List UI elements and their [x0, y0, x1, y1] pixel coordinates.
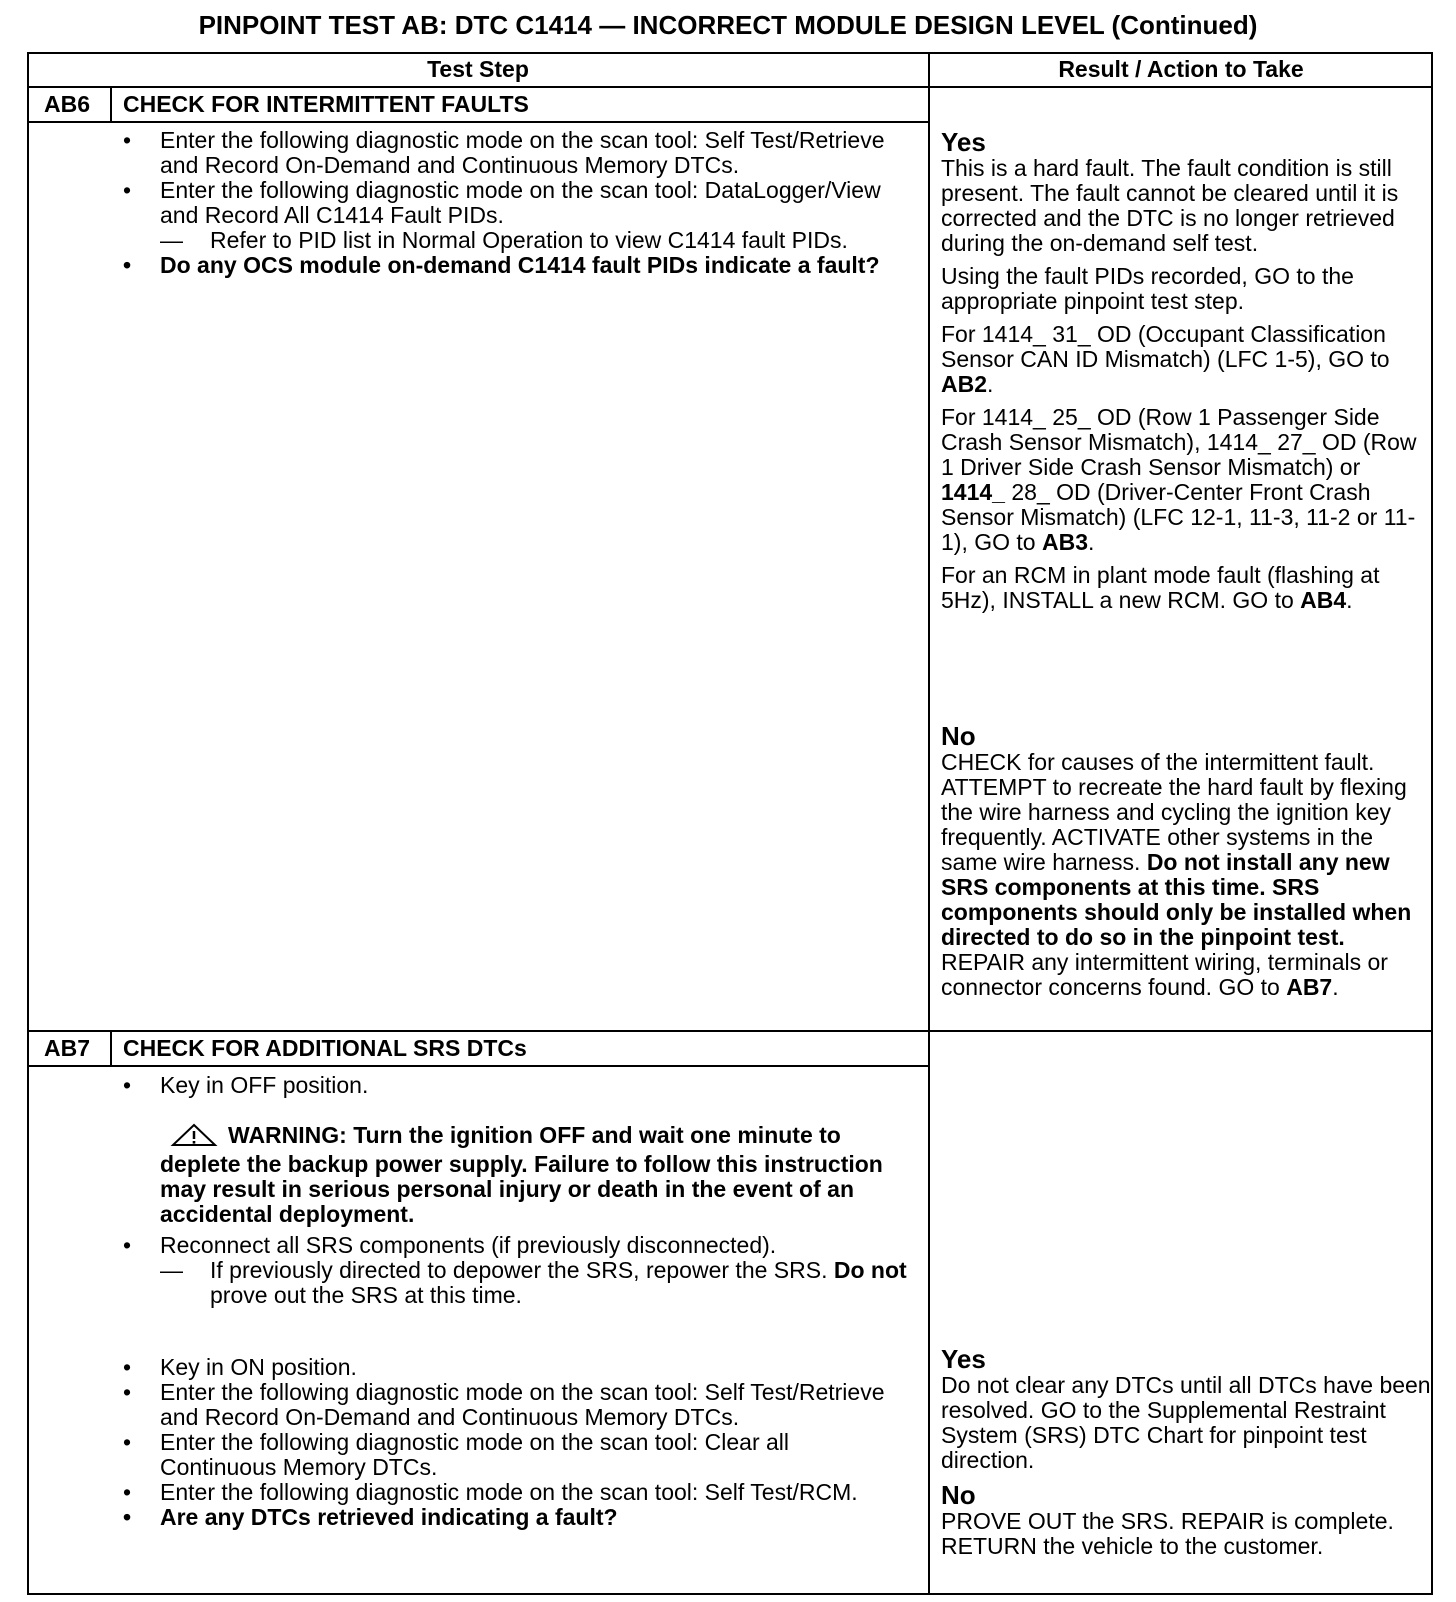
- ab7-no-text: PROVE OUT the SRS. REPAIR is complete. RETURN the vehicle to the customer.: [941, 1508, 1394, 1559]
- ab6-yes-text-4: For 1414_ 25_ OD (Row 1 Passenger Side Crash Sensor Mismatch), 1414_ 27_ OD (Row 1 Driver Side Crash Sensor Mismatch) or 1414_ 28_ OD (Driver-Center Front Crash Sensor Mismatch) (LFC 12-1, 11-3, 11-2 or 11-1), GO to AB3.: [941, 404, 1417, 555]
- ab6-yes-text-2: Using the fault PIDs recorded, GO to the appropriate pinpoint test step.: [941, 263, 1354, 314]
- ab7-bullet-6: • Enter the following diagnostic mode on the scan tool: Self Test/RCM.: [118, 1480, 893, 1505]
- ab6-no-label: No: [941, 721, 976, 751]
- ab6-bullet-2: • Enter the following diagnostic mode on the scan tool: DataLogger/View and Record All C1414 Fault PIDs.: [118, 178, 893, 228]
- ab7-bullet-1: • Key in OFF position.: [118, 1073, 918, 1098]
- ab7-yes-block: [941, 1345, 1431, 1567]
- warning-triangle-icon: [170, 1123, 218, 1152]
- ab6-yes-text-1: This is a hard fault. The fault condition is still present. The fault cannot be cleared until it is corrected and the DTC is no longer retrieved during the on-demand self test.: [941, 155, 1399, 256]
- ab6-no-text: CHECK for causes of the intermittent fault. ATTEMPT to recreate the hard fault by flexing the wire harness and cycling the ignition key frequently. ACTIVATE other systems in the same wire harness. Do not install any new SRS components at this time. SRS components should only be installed when directed to do so in the pinpoint test. REPAIR any intermittent wiring, terminals or connector concerns found. GO to AB7.: [941, 749, 1412, 1000]
- result-header: Result / Action to Take: [1058, 56, 1304, 82]
- ab4-reference: AB4: [1300, 587, 1347, 613]
- ab6-step-title: CHECK FOR INTERMITTENT FAULTS: [123, 91, 529, 117]
- ab7-step-id: AB7: [44, 1035, 91, 1061]
- ab6-id-divider: [110, 86, 112, 122]
- ab7-bullet-3: • Key in ON position.: [118, 1355, 893, 1380]
- ab6-yes-text-5: For an RCM in plant mode fault (flashing at 5Hz), INSTALL a new RCM. GO to AB4.: [941, 562, 1380, 613]
- ab6-yes-block: [941, 128, 1425, 621]
- ab6-sub-bullet-1: — Refer to PID list in Normal Operation to view C1414 fault PIDs.: [118, 228, 893, 253]
- ab6-yes-text-3: For 1414_ 31_ OD (Occupant Classification Sensor CAN ID Mismatch) (LFC 1-5), GO to AB2.: [941, 321, 1390, 397]
- ab6-instructions: [118, 128, 893, 278]
- ab7-no-label: No: [941, 1480, 976, 1510]
- ab7-bullet-5: • Enter the following diagnostic mode on the scan tool: Clear all Continuous Memory DTCs.: [118, 1430, 893, 1480]
- page-title: PINPOINT TEST AB: DTC C1414 — INCORRECT MODULE DESIGN LEVEL (Continued): [198, 10, 1258, 40]
- ab7-question: • Are any DTCs retrieved indicating a fault?: [118, 1505, 893, 1530]
- ab7-instructions-part-2: [118, 1355, 893, 1530]
- ab6-title-divider: [27, 121, 929, 123]
- ab7-yes-label: Yes: [941, 1344, 986, 1374]
- ab6-question: • Do any OCS module on-demand C1414 fault PIDs indicate a fault?: [118, 253, 893, 278]
- column-divider: [928, 52, 930, 1595]
- ab6-no-block: [941, 722, 1425, 1008]
- ab7-yes-text: Do not clear any DTCs until all DTCs have been resolved. GO to the Supplemental Restraint System (SRS) DTC Chart for pinpoint test direction.: [941, 1372, 1431, 1473]
- ab6-bullet-1: • Enter the following diagnostic mode on the scan tool: Self Test/Retrieve and Record On-Demand and Continuous Memory DTCs.: [118, 128, 893, 178]
- ab7-title-divider: [27, 1065, 929, 1067]
- ab7-id-divider: [110, 1030, 112, 1066]
- ab3-reference: AB3: [1041, 529, 1088, 555]
- ab7-reference: AB7: [1286, 974, 1333, 1000]
- ab7-bullet-4: • Enter the following diagnostic mode on the scan tool: Self Test/Retrieve and Record On-Demand and Continuous Memory DTCs.: [118, 1380, 893, 1430]
- ab7-step-title: CHECK FOR ADDITIONAL SRS DTCs: [123, 1035, 527, 1061]
- ab2-reference: AB2: [941, 371, 988, 397]
- ab7-instructions-part-1: [118, 1073, 918, 1308]
- ab7-warning: WARNING: Turn the ignition OFF and wait one minute to deplete the backup power supply. Failure to follow this instruction may result in serious personal injury or death in the event of an accidental deployment.: [160, 1122, 883, 1227]
- test-step-header: Test Step: [427, 56, 529, 82]
- ab7-bullet-2: • Reconnect all SRS components (if previously disconnected).: [118, 1233, 918, 1258]
- ab6-step-id: AB6: [44, 91, 91, 117]
- ab7-sub-bullet-1: — If previously directed to depower the SRS, repower the SRS. Do not prove out the SRS at this time.: [118, 1258, 918, 1308]
- ab6-yes-label: Yes: [941, 127, 986, 157]
